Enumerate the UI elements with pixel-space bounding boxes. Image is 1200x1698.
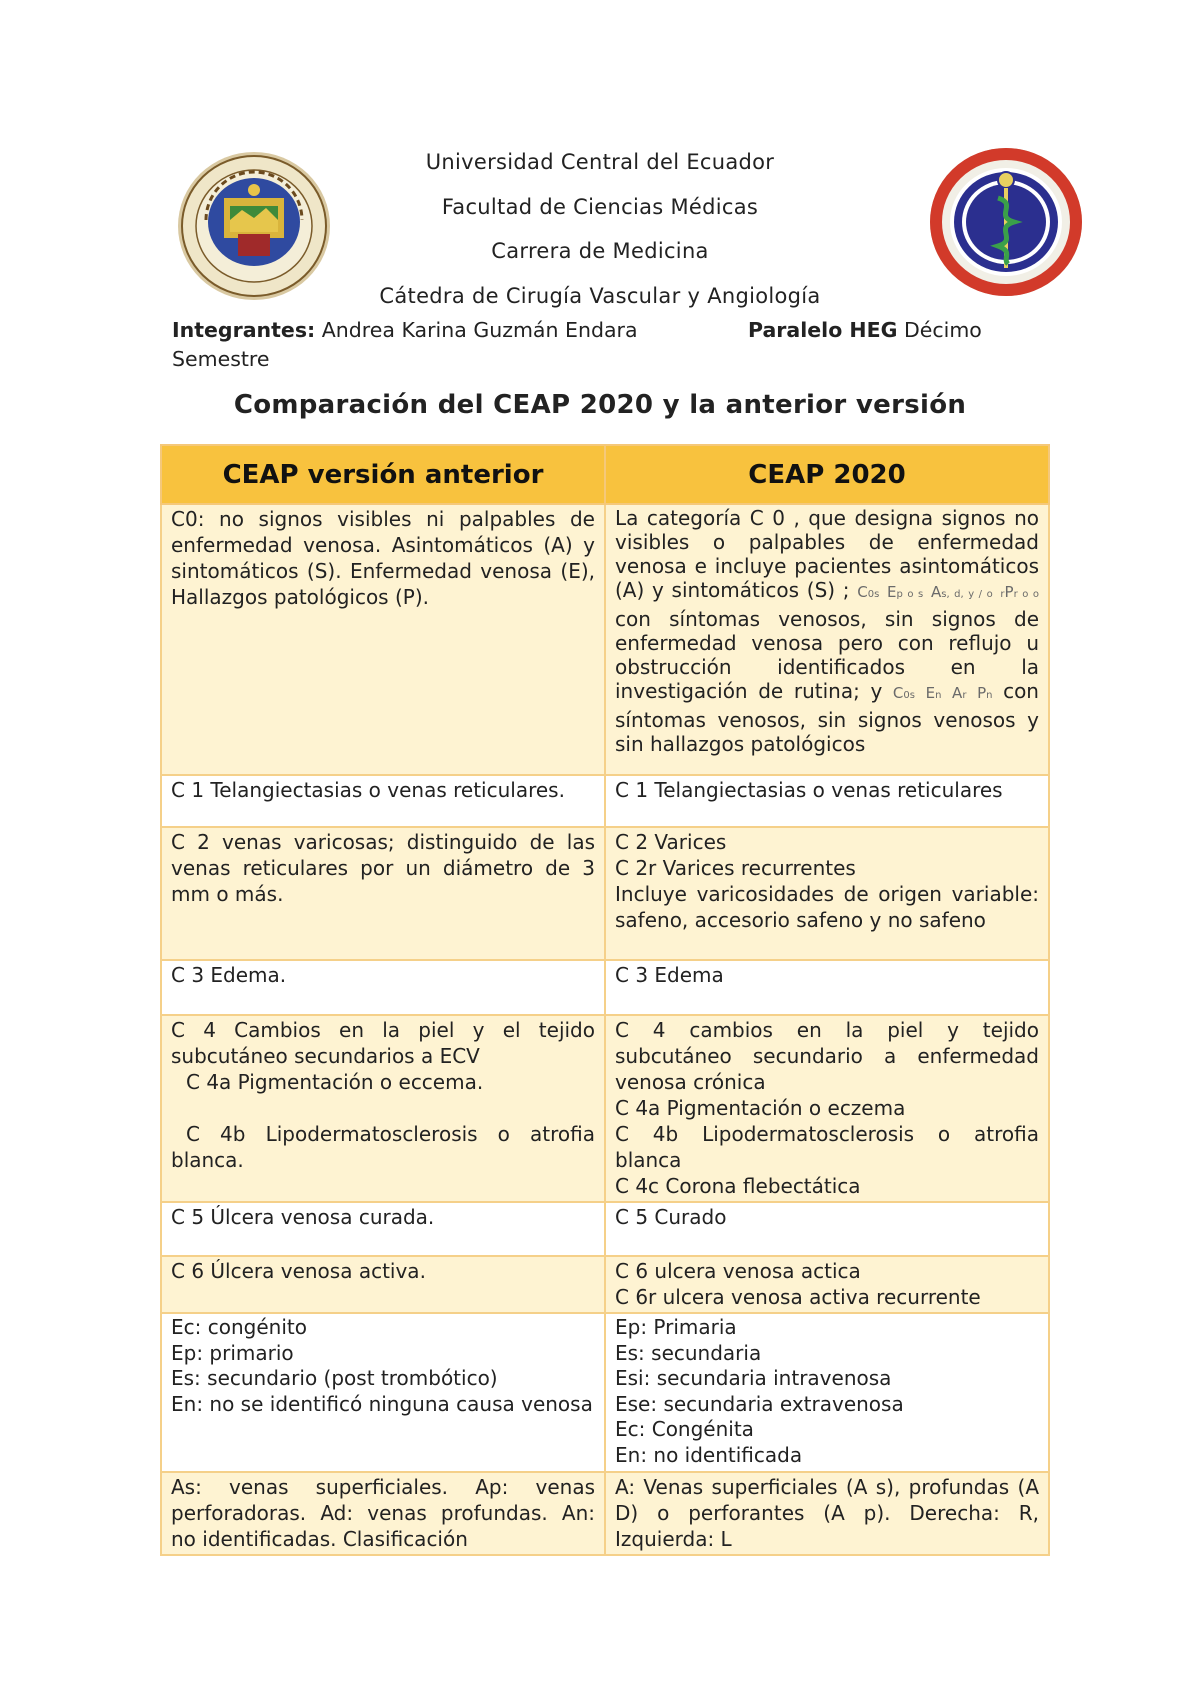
cell-line: Ep: Primaria <box>615 1315 737 1339</box>
cell-2020 <box>605 1256 1049 1313</box>
cell-line: Es: secundaria <box>615 1340 762 1365</box>
cell-previous <box>161 1256 605 1313</box>
cell-line: C 2 Varices <box>615 830 727 854</box>
code-p2: P <box>977 684 987 702</box>
table-row-c4 <box>161 1015 1049 1202</box>
code-p-prefix: r <box>1000 589 1005 600</box>
table-row-c5 <box>161 1202 1049 1256</box>
cell-line: La categoría C 0 , que designa signos no visibles o palpables de enfermedad venosa e incluye pacientes asintomáticos (A) y sintomáticos (S) ; <box>615 506 1039 602</box>
ceap-comparison-table <box>160 444 1050 1556</box>
code-a-sub: s, d, y / o <box>941 589 993 600</box>
parallel-info <box>748 316 982 345</box>
cell-line: C 4 cambios en la piel y tejido subcutáneo secundario a enfermedad venosa crónica <box>615 1018 1039 1094</box>
cell-line: C 5 Úlcera venosa curada. <box>171 1205 435 1229</box>
code-a: A <box>930 583 942 601</box>
cell-line: Ese: secundaria extravenosa <box>615 1391 904 1416</box>
cell-line: Ec: Congénita <box>615 1417 754 1441</box>
table-row-c2 <box>161 827 1049 960</box>
parallel-value: Décimo <box>903 318 982 342</box>
code-a2: A <box>952 684 963 702</box>
code-p2-sub: n <box>986 690 993 701</box>
cell-spacer <box>171 1095 595 1121</box>
faculty-name: Facultad de Ciencias Médicas <box>441 194 759 219</box>
cell-previous <box>161 827 605 960</box>
cell-line: C 4a Pigmentación o eczema <box>615 1096 906 1120</box>
member-name: Andrea Karina Guzmán Endara <box>321 318 638 342</box>
cell-line: C 3 Edema <box>615 963 724 987</box>
chair-name: Cátedra de Cirugía Vascular y Angiología <box>379 283 821 308</box>
cell-line: C 5 Curado <box>615 1205 727 1229</box>
cell-line: C 1 Telangiectasias o venas reticulares <box>615 778 1003 802</box>
cell-line: C 6 ulcera venosa actica <box>615 1259 861 1283</box>
faculty-logo <box>928 146 1084 298</box>
cell-line: Ec: congénito <box>171 1315 307 1339</box>
table-row-etiology <box>161 1313 1049 1472</box>
cell-line: C 2 venas varicosas; distinguido de las venas reticulares por un diámetro de 3 mm o más. <box>171 830 595 906</box>
cell-2020 <box>605 1202 1049 1256</box>
cell-previous <box>161 775 605 827</box>
document-title: Comparación del CEAP 2020 y la anterior versión <box>233 390 967 420</box>
header-previous-version: CEAP versión anterior <box>161 445 605 504</box>
cell-2020 <box>605 827 1049 960</box>
code-e-sub: p o s <box>896 589 924 600</box>
cell-line: A: Venas superficiales (A s), profundas (A D) o perforantes (A p). Derecha: R, Izquierda: L <box>615 1475 1039 1551</box>
table-row-anatomy <box>161 1472 1049 1555</box>
table-header-row <box>161 445 1049 504</box>
table-row-c0 <box>161 504 1049 775</box>
cell-previous <box>161 1472 605 1555</box>
code-e2-sub: n <box>935 690 942 701</box>
cell-2020 <box>605 504 1049 775</box>
cell-line: C 3 Edema. <box>171 963 287 987</box>
header-ceap-2020: CEAP 2020 <box>605 445 1049 504</box>
table-row-c1 <box>161 775 1049 827</box>
cell-line: En: no identificada <box>615 1442 803 1467</box>
institution-header <box>300 140 900 318</box>
cell-line: C 4 Cambios en la piel y el tejido subcutáneo secundarios a ECV <box>171 1018 595 1068</box>
semester-label: Semestre <box>172 347 270 371</box>
members-label: Integrantes: <box>172 318 316 342</box>
cell-line: Incluye varicosidades de origen variable: safeno, accesorio safeno y no safeno <box>615 882 1039 932</box>
table-row-c3 <box>161 960 1049 1015</box>
cell-previous <box>161 1015 605 1202</box>
code-c2-sub: 0s <box>903 690 915 701</box>
code-c-sub: 0s <box>867 589 880 600</box>
cell-line: C 1 Telangiectasias o venas reticulares. <box>171 778 565 802</box>
cell-line: Ep: primario <box>171 1340 294 1365</box>
parallel-label: Paralelo HEG <box>748 318 898 342</box>
cell-line: C 4c Corona flebectática <box>615 1174 861 1198</box>
university-name: Universidad Central del Ecuador <box>425 150 775 174</box>
cell-line: En: no se identificó ninguna causa venosa <box>171 1391 593 1416</box>
code-c: C <box>857 583 868 601</box>
cell-line: C 2r Varices recurrentes <box>615 856 856 880</box>
cell-previous <box>161 960 605 1015</box>
code-p-sub: r o o <box>1013 589 1040 600</box>
cell-line: Es: secundario (post trombótico) <box>171 1366 498 1390</box>
cell-2020 <box>605 960 1049 1015</box>
cell-line: C 4b Lipodermatosclerosis o atrofia blanca. <box>171 1122 595 1172</box>
cell-previous <box>161 1313 605 1472</box>
code-e2: E <box>925 684 936 702</box>
cell-2020 <box>605 1015 1049 1202</box>
code-e: E <box>887 583 897 601</box>
table-row-c6 <box>161 1256 1049 1313</box>
cell-2020 <box>605 1472 1049 1555</box>
cell-line: C 4b Lipodermatosclerosis o atrofia blanca <box>615 1122 1039 1172</box>
code-a2-sub: r <box>962 690 967 701</box>
members-info <box>172 316 1012 374</box>
cell-2020 <box>605 1313 1049 1472</box>
code-p: P <box>1004 583 1014 601</box>
cell-line: C0: no signos visibles ni palpables de enfermedad venosa. Asintomáticos (A) y sintomáticos (S). Enfermedad venosa (E), Hallazgos patológicos (P). <box>171 507 595 609</box>
cell-line: Esi: secundaria intravenosa <box>615 1366 892 1390</box>
cell-line: con síntomas venosos, sin signos venosos y sin hallazgos patológicos <box>615 679 1039 756</box>
cell-line: C 6 Úlcera venosa activa. <box>171 1259 426 1283</box>
career-name: Carrera de Medicina <box>491 239 709 263</box>
code-c2: C <box>892 684 904 702</box>
cell-line: con síntomas venosos, sin signos de enfermedad venosa pero con reflujo u obstrucción identificados en la investigación de rutina; y <box>615 607 1039 703</box>
cell-previous <box>161 1202 605 1256</box>
cell-2020 <box>605 775 1049 827</box>
cell-line: C 4a Pigmentación o eccema. <box>186 1070 484 1094</box>
cell-line: As: venas superficiales. Ap: venas perforadoras. Ad: venas profundas. An: no identificadas. Clasificación <box>171 1475 595 1551</box>
cell-line: C 6r ulcera venosa activa recurrente <box>615 1285 981 1309</box>
cell-previous <box>161 504 605 775</box>
